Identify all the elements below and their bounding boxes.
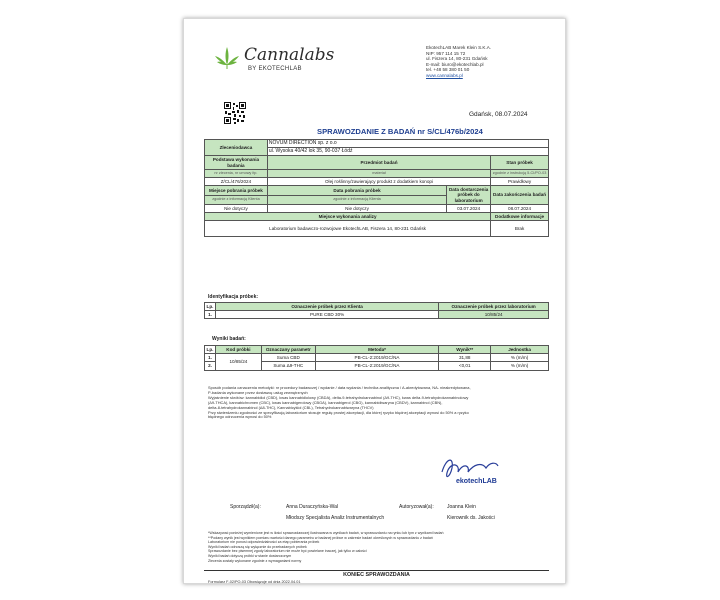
footer-notes bbox=[208, 531, 508, 563]
analysis-values-row bbox=[205, 221, 549, 237]
note-line: Przy stwierdzeniu zgodności ze specyfikacją laboratorium stosuje regułę prostej akceptacji, dla której ryzyko błędnej akceptacji wynosi do 50% a ryzyko bbox=[208, 409, 469, 415]
note-line: P-badania wykonane przez dostawcę usług zewnętrznych bbox=[208, 389, 308, 395]
report-details-table bbox=[204, 139, 549, 237]
stamp-text: ekotechLAB bbox=[456, 478, 497, 485]
sampling-values-row bbox=[205, 204, 549, 212]
table-header: Stan próbek bbox=[491, 156, 549, 169]
results-heading: Wyniki badań: bbox=[212, 336, 246, 342]
identification-heading: Identyfikacja próbek: bbox=[208, 294, 259, 300]
table-header: Kod próbki bbox=[215, 346, 261, 354]
details-values-row bbox=[205, 178, 549, 186]
table-cell: Suma CBD bbox=[261, 354, 315, 362]
company-info bbox=[426, 45, 556, 79]
table-cell: nr zlecenia, nr umowy itp. bbox=[205, 169, 268, 177]
table-cell: 08.07.2024 bbox=[491, 204, 549, 212]
form-identifier: Formularz F-02/PO-03 Obowiązuje od dnia 2022.04.01 bbox=[208, 580, 301, 584]
report-title: SPRAWOZDANIE Z BADAŃ nr S/CL/476b/2024 bbox=[317, 127, 483, 136]
table-cell: Z/CL/476/2024 bbox=[205, 178, 268, 186]
footer-note-line: Wyniki badań odnoszą się wyłącznie do przebadanych próbek bbox=[208, 544, 307, 549]
logo-name: Cannalabs bbox=[244, 45, 335, 65]
end-of-report: KONIEC SPRAWOZDANIA bbox=[343, 572, 410, 578]
table-row bbox=[205, 311, 549, 319]
company-line: tel. +48 58 380 01 50 bbox=[426, 67, 470, 73]
results-table bbox=[204, 345, 549, 371]
table-header: Data dostarczenia próbek do laboratorium bbox=[447, 186, 491, 205]
footer-note-line: Wyniki badań dotyczą próbki w stanie dostarczonym bbox=[208, 553, 292, 558]
table-cell: 2. bbox=[205, 362, 216, 370]
table-row bbox=[205, 354, 549, 362]
table-header: Data zakończenia badań bbox=[491, 186, 549, 205]
details-header-row bbox=[205, 156, 549, 169]
footer-note-line: *Wskazywać ponieżej wymienione jest w ilości sprawozdawczej ilustrowana w wynikach badań, w sprawozdaniu na rynku lub tym z wynikami badań bbox=[208, 531, 444, 535]
identification-table bbox=[204, 302, 549, 319]
table-cell: PB-CL-2:2019/GC/NA bbox=[315, 354, 439, 362]
note-line: Wyjaśnienie skrótów: kannabidiol (CBD), kwas kannabidiolowy (CBDA), delta-9-tetrahydrokannabinol (Δ9-THC), kwas delta-9-tetrahydrokannabinolowy bbox=[208, 394, 469, 400]
table-cell: 10/85/24 bbox=[439, 311, 549, 319]
authorized-by-title: Kierownik ds. Jakości bbox=[447, 515, 495, 521]
table-header: Lp. bbox=[205, 346, 216, 354]
table-cell: Olej roślinny/zawierający produkt z dodatkiem konopi bbox=[267, 178, 490, 186]
table-header: Podstawa wykonania badania bbox=[205, 156, 268, 169]
table-cell: 1. bbox=[205, 354, 216, 362]
table-header: Data pobrania próbek bbox=[267, 186, 446, 195]
signature-stamp-icon bbox=[434, 452, 504, 492]
table-cell: 1. bbox=[205, 311, 216, 319]
client-label: Zleceniodawca bbox=[205, 140, 268, 156]
report-date: Gdańsk, 08.07.2024 bbox=[469, 111, 528, 118]
analysis-header-row bbox=[205, 213, 549, 221]
table-header: Lp. bbox=[205, 303, 216, 311]
company-line: E-mail: biuro@ekotechlab.pl bbox=[426, 61, 484, 67]
sample-code-cell: 10/85/24 bbox=[215, 354, 261, 370]
table-header: Miejsce wykonania analizy bbox=[205, 213, 491, 221]
footer-note-line: Sprawozdanie bez pisemnej zgody laboratorium nie może być powielane inaczej, jak tylko w całości bbox=[208, 549, 367, 554]
table-cell: zgodnie z instrukcją 5-CI/PO-03 bbox=[491, 169, 549, 177]
company-line: NIP: 957 114 15 72 bbox=[426, 50, 466, 56]
table-cell: 03.07.2024 bbox=[447, 204, 491, 212]
logo-subtitle: BY EKOTECHLAB bbox=[248, 66, 302, 72]
table-header-row bbox=[205, 346, 549, 354]
table-cell: zgodnie z informacją Klienta bbox=[205, 195, 268, 204]
table-cell: Prawidłowy bbox=[491, 178, 549, 186]
client-address: ul. Wysoka 40/42 lok 35, 90-037 Łódź bbox=[267, 148, 548, 156]
note-line: błędnego odrzucenia wynosi do 50% bbox=[208, 414, 272, 420]
table-cell: Laboratorium badawczo-rozwojowe EkotechLAB, Fiszera 14, 80-231 Gdańsk bbox=[205, 221, 491, 237]
footer-note-line: Zlecenia zostały wykonane zgodnie z wymaganiami normy bbox=[208, 558, 302, 563]
table-cell: Nie dotyczy bbox=[205, 204, 268, 212]
client-name: NOVUM DIRECTION sp. z o.o bbox=[267, 140, 548, 148]
notes-block bbox=[208, 386, 548, 420]
company-website-link[interactable]: www.cannalabs.pl bbox=[426, 72, 463, 78]
authorized-by-label: Autoryzował(a): bbox=[399, 504, 434, 510]
table-header: Metoda* bbox=[315, 346, 439, 354]
table-cell: 31,88 bbox=[439, 354, 491, 362]
table-header: Oznaczenie próbek przez laboratorium bbox=[439, 303, 549, 311]
note-line: (Δ9-THCA), kannabichromen (CBC), kwas kannabigerolowy (CBGA), kannabigerol (CBG), kannabidiwaryna (CBDV), kannabinol (CBN), bbox=[208, 399, 443, 405]
cannabis-leaf-icon bbox=[214, 45, 240, 71]
note-line: delta-8-tetrahydrokannabinol (Δ8-THC), Kannabicyklol (CBL), Tetrahydrokannabiwaryna (THCV) bbox=[208, 404, 374, 410]
footer-note-line: **Podany wynik jest wynikiem pomiaru wartości danego parametru w badanej próbce w zakresie badań określonych w sprawozdaniu z badań bbox=[208, 535, 433, 540]
table-header: Oznaczenie próbek przez Klienta bbox=[215, 303, 438, 311]
company-line: EkotechLAB Marek Klein S.K.A. bbox=[426, 45, 492, 50]
details-sub-row bbox=[205, 169, 549, 177]
company-line: ul. Fiszera 14, 80-231 Gdańsk bbox=[426, 56, 488, 62]
end-divider bbox=[204, 570, 549, 571]
prepared-by-label: Sporządził(a): bbox=[230, 504, 261, 510]
table-header: Przedmiot badań bbox=[267, 156, 490, 169]
authorized-by-name: Joanna Klein bbox=[447, 504, 476, 510]
table-header: Jednostka bbox=[491, 346, 549, 354]
qr-code-icon bbox=[224, 102, 246, 124]
table-header: Wynik** bbox=[439, 346, 491, 354]
footer-note-line: Laboratorium nie ponosi odpowiedzialności za etap pobierania próbek bbox=[208, 540, 320, 545]
table-cell: PURE CBD 30% bbox=[215, 311, 438, 319]
note-line: Sposób podania oznaczenia metodyki: nr procedury badawczej / wydanie / data wydania / technika analityczna / A-akredytowana, NA- nieakredytowana, bbox=[208, 385, 471, 390]
table-cell: PB-CL-2:2019/GC/NA bbox=[315, 362, 439, 370]
table-cell: Nie dotyczy bbox=[267, 204, 446, 212]
table-cell: % (m/m) bbox=[491, 362, 549, 370]
table-cell: zgodnie z informacją Klienta bbox=[267, 195, 446, 204]
report-page bbox=[183, 18, 566, 584]
table-cell: <0,01 bbox=[439, 362, 491, 370]
table-cell: % (m/m) bbox=[491, 354, 549, 362]
table-header: Miejsce pobrania próbek bbox=[205, 186, 268, 195]
table-header: Dodatkowe informacje bbox=[491, 213, 549, 221]
table-header: Oznaczany parametr bbox=[261, 346, 315, 354]
sampling-header-row bbox=[205, 186, 549, 195]
prepared-by-title: Młodszy Specjalista Analiz Instrumentalnych bbox=[286, 515, 385, 521]
prepared-by-name: Anna Duraczyńska-Wal bbox=[286, 504, 339, 510]
table-cell: Suma Δ9-THC bbox=[261, 362, 315, 370]
client-row bbox=[205, 140, 549, 148]
table-cell: Brak bbox=[491, 221, 549, 237]
table-cell: materiał bbox=[267, 169, 490, 177]
table-header-row bbox=[205, 303, 549, 311]
